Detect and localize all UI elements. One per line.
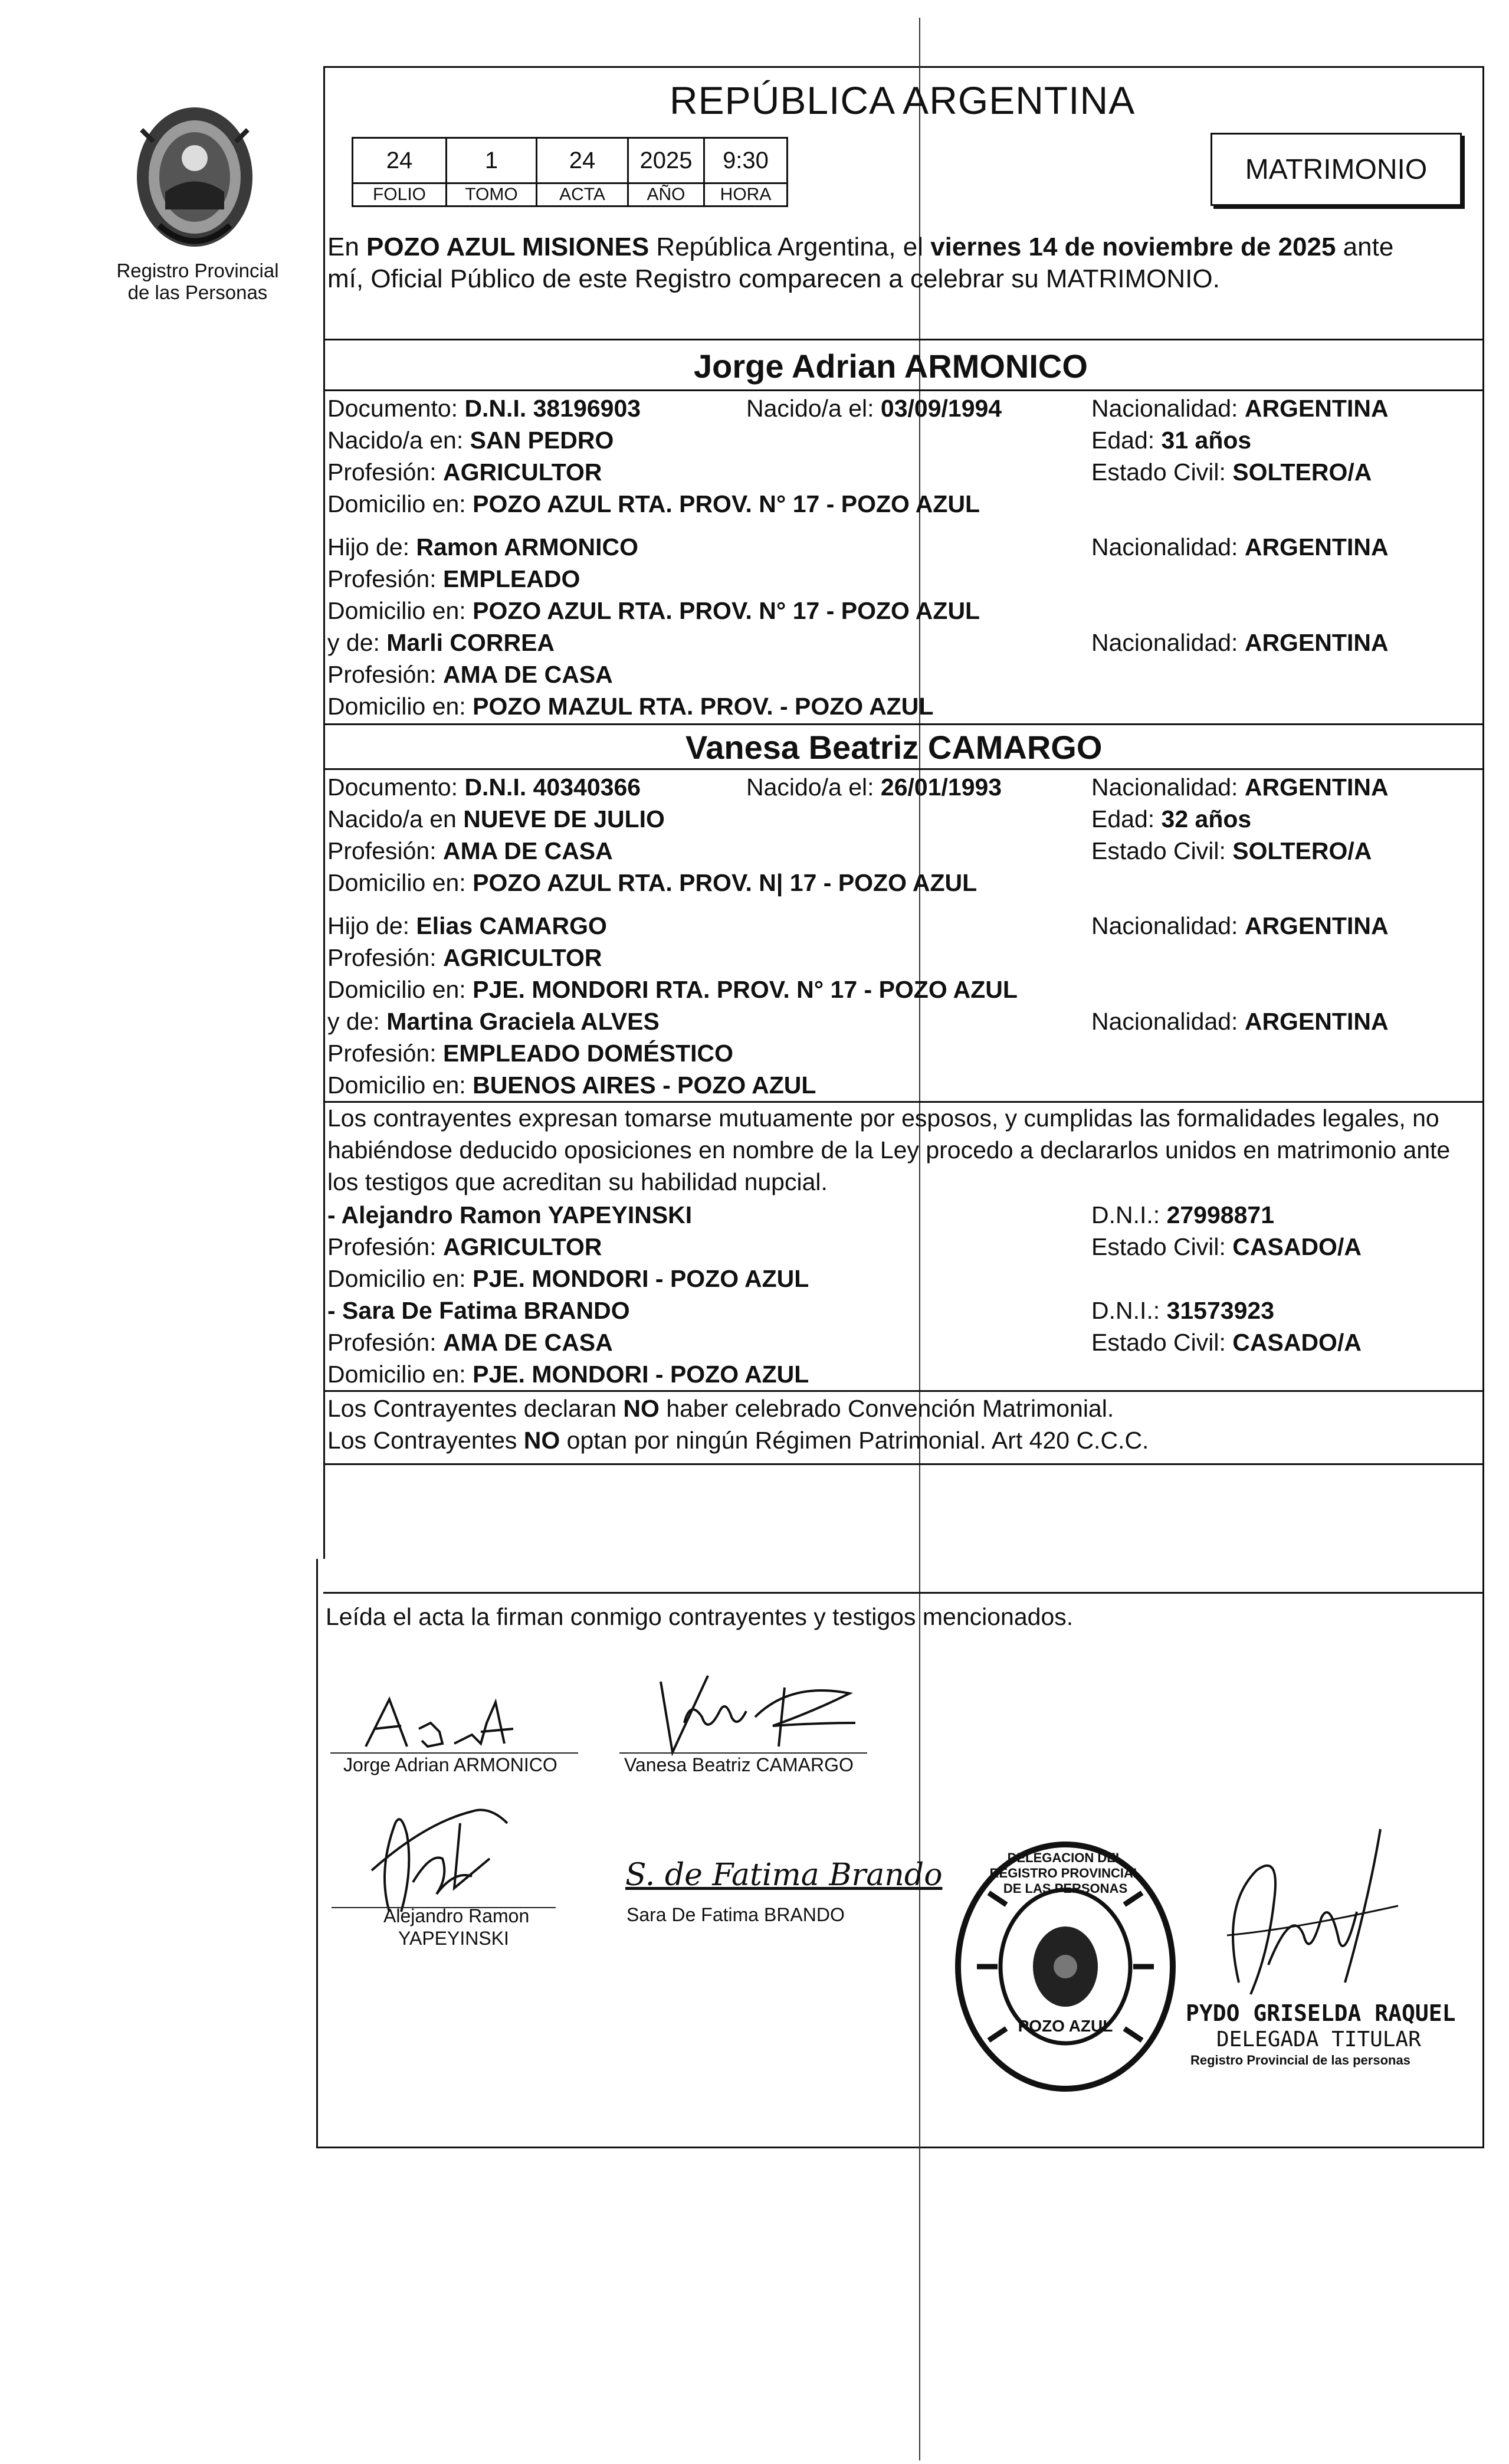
witness2-dni: D.N.I.: 31573923 bbox=[1091, 1297, 1274, 1324]
groom-mother: y de: Marli CORREA bbox=[327, 629, 555, 656]
bride-doc: Documento: D.N.I. 40340366 bbox=[327, 774, 641, 801]
acta-value: 24 bbox=[537, 138, 628, 184]
bride-father-prof: Profesión: AGRICULTOR bbox=[327, 944, 602, 971]
groom-signature bbox=[354, 1688, 566, 1752]
witness1-civil: Estado Civil: CASADO/A bbox=[1091, 1233, 1362, 1260]
bride-birthplace: Nacido/a en NUEVE DE JULIO bbox=[327, 805, 665, 833]
record-table bbox=[352, 137, 788, 207]
frame-left bbox=[323, 66, 325, 1559]
witness2-civil: Estado Civil: CASADO/A bbox=[1091, 1329, 1362, 1356]
bride-mother: y de: Martina Graciela ALVES bbox=[327, 1008, 660, 1035]
bride-father-dom: Domicilio en: PJE. MONDORI RTA. PROV. N° 17 - POZO AZUL bbox=[327, 976, 1018, 1003]
groom-prof: Profesión: AGRICULTOR bbox=[327, 458, 602, 486]
bride-prof: Profesión: AMA DE CASA bbox=[327, 837, 613, 864]
witness1-caption-line2: YAPEYINSKI bbox=[398, 1928, 509, 1949]
witness1-signature bbox=[354, 1800, 531, 1918]
frame-bottom bbox=[316, 2147, 1484, 2148]
intro-place: POZO AZUL MISIONES bbox=[366, 232, 649, 261]
folio-value: 24 bbox=[353, 138, 447, 184]
divider bbox=[323, 339, 1484, 340]
stamp-center: POZO AZUL bbox=[1018, 2017, 1113, 2035]
groom-born: Nacido/a el: 03/09/1994 bbox=[746, 395, 1002, 422]
frame-right bbox=[1482, 66, 1484, 1559]
acta-label: ACTA bbox=[537, 184, 628, 207]
divider bbox=[323, 1463, 1484, 1465]
groom-mother-nat: Nacionalidad: ARGENTINA bbox=[1091, 629, 1389, 656]
bride-dom: Domicilio en: POZO AZUL RTA. PROV. N| 17 - POZO AZUL bbox=[327, 869, 977, 896]
hora-label: HORA bbox=[704, 184, 788, 207]
note-convention: Los Contrayentes declaran NO haber celebrado Convención Matrimonial. bbox=[327, 1395, 1114, 1422]
bride-mother-prof: Profesión: EMPLEADO DOMÉSTICO bbox=[327, 1040, 734, 1067]
witness2-caption: Sara De Fatima BRANDO bbox=[626, 1904, 845, 1925]
bride-age: Edad: 32 años bbox=[1091, 805, 1252, 833]
intro-text: En bbox=[327, 232, 367, 261]
bride-father-nat: Nacionalidad: ARGENTINA bbox=[1091, 912, 1389, 939]
frame-right-lower bbox=[1482, 1559, 1484, 2148]
groom-age: Edad: 31 años bbox=[1091, 427, 1252, 454]
bride-nat: Nacionalidad: ARGENTINA bbox=[1091, 774, 1389, 801]
witness2-dom: Domicilio en: PJE. MONDORI - POZO AZUL bbox=[327, 1361, 809, 1388]
tomo-label: TOMO bbox=[447, 184, 537, 207]
stamp-text: DELEGACION DEL REGISTRO PROVINCIAL DE LAS PERSONAS bbox=[989, 1850, 1141, 1896]
bride-signature bbox=[637, 1670, 873, 1758]
intro-date: viernes 14 de noviembre de 2025 bbox=[930, 232, 1336, 261]
groom-name: Jorge Adrian ARMONICO bbox=[694, 348, 1088, 385]
officer-name: PYDO GRISELDA RAQUEL bbox=[1186, 2000, 1456, 2026]
anio-value: 2025 bbox=[628, 138, 704, 184]
divider bbox=[323, 389, 1484, 391]
folio-label: FOLIO bbox=[353, 184, 447, 207]
divider bbox=[323, 1592, 1484, 1594]
officer-title: DELEGADA TITULAR bbox=[1216, 2027, 1421, 2052]
intro-line1 bbox=[327, 231, 1393, 263]
groom-father-dom: Domicilio en: POZO AZUL RTA. PROV. N° 17 - POZO AZUL bbox=[327, 597, 980, 624]
bride-civil: Estado Civil: SOLTERO/A bbox=[1091, 837, 1372, 864]
province-logo bbox=[124, 89, 265, 266]
coat-of-arms-icon bbox=[124, 89, 265, 266]
intro-text: República Argentina, el bbox=[649, 232, 931, 261]
groom-father-nat: Nacionalidad: ARGENTINA bbox=[1091, 533, 1389, 561]
witness2-name: - Sara De Fatima BRANDO bbox=[327, 1297, 630, 1324]
groom-civil: Estado Civil: SOLTERO/A bbox=[1091, 458, 1372, 486]
witness1-prof: Profesión: AGRICULTOR bbox=[327, 1233, 602, 1260]
groom-father-prof: Profesión: EMPLEADO bbox=[327, 565, 580, 592]
groom-mother-dom: Domicilio en: POZO MAZUL RTA. PROV. - POZO AZUL bbox=[327, 693, 934, 720]
witness2-signature: S. de Fatima Brando bbox=[625, 1857, 943, 1893]
bride-born: Nacido/a el: 26/01/1993 bbox=[746, 774, 1002, 801]
note-regime: Los Contrayentes NO optan por ningún Régimen Patrimonial. Art 420 C.C.C. bbox=[327, 1427, 1149, 1454]
hora-value: 9:30 bbox=[704, 138, 788, 184]
officer-signature bbox=[1203, 1817, 1416, 2006]
groom-mother-prof: Profesión: AMA DE CASA bbox=[327, 661, 613, 688]
bride-mother-nat: Nacionalidad: ARGENTINA bbox=[1091, 1008, 1389, 1035]
tomo-value: 1 bbox=[447, 138, 537, 184]
act-type-box bbox=[1211, 133, 1462, 206]
logo-text bbox=[0, 0, 1, 1]
statement-line2: habiéndose deducido oposiciones en nombre de la Ley procedo a declararlos unidos en matrimonio ante bbox=[327, 1136, 1451, 1164]
frame-top bbox=[323, 66, 1484, 68]
witness1-caption-line1: Alejandro Ramon bbox=[383, 1905, 530, 1926]
officer-org: Registro Provincial de las personas bbox=[1190, 2053, 1410, 2067]
bride-sign-caption: Vanesa Beatriz CAMARGO bbox=[624, 1754, 854, 1775]
agency-line1: Registro Provincial bbox=[116, 260, 279, 281]
statement-line3: los testigos que acreditan su habilidad nupcial. bbox=[327, 1168, 828, 1195]
bride-name: Vanesa Beatriz CAMARGO bbox=[685, 729, 1103, 766]
witness1-dom: Domicilio en: PJE. MONDORI - POZO AZUL bbox=[327, 1265, 809, 1292]
witness2-prof: Profesión: AMA DE CASA bbox=[327, 1329, 613, 1356]
anio-label: AÑO bbox=[628, 184, 704, 207]
divider bbox=[323, 1390, 1484, 1392]
closing-text: Leída el acta la firman conmigo contrayentes y testigos mencionados. bbox=[326, 1603, 1074, 1630]
intro-line2: mí, Oficial Público de este Registro comparecen a celebrar su MATRIMONIO. bbox=[327, 264, 1220, 293]
agency-line2: de las Personas bbox=[127, 281, 268, 303]
divider bbox=[323, 768, 1484, 770]
groom-nat: Nacionalidad: ARGENTINA bbox=[1091, 395, 1389, 422]
bride-father: Hijo de: Elias CAMARGO bbox=[327, 912, 607, 939]
bride-mother-dom: Domicilio en: BUENOS AIRES - POZO AZUL bbox=[327, 1072, 816, 1099]
groom-dom: Domicilio en: POZO AZUL RTA. PROV. N° 17 - POZO AZUL bbox=[327, 490, 980, 517]
groom-father: Hijo de: Ramon ARMONICO bbox=[327, 533, 639, 561]
witness1-dni: D.N.I.: 27998871 bbox=[1091, 1201, 1274, 1228]
country-title: REPÚBLICA ARGENTINA bbox=[670, 78, 1136, 122]
witness1-name: - Alejandro Ramon YAPEYINSKI bbox=[327, 1201, 693, 1228]
groom-birthplace: Nacido/a en: SAN PEDRO bbox=[327, 427, 614, 454]
act-type: MATRIMONIO bbox=[1245, 153, 1428, 185]
statement-line1: Los contrayentes expresan tomarse mutuamente por esposos, y cumplidas las formalidades legales, no bbox=[327, 1105, 1439, 1132]
official-stamp bbox=[953, 1840, 1177, 2093]
groom-doc: Documento: D.N.I. 38196903 bbox=[327, 395, 641, 422]
frame-left-lower bbox=[316, 1559, 318, 2148]
groom-sign-caption: Jorge Adrian ARMONICO bbox=[343, 1754, 557, 1775]
divider bbox=[323, 723, 1484, 725]
intro-text: ante bbox=[1336, 232, 1394, 261]
